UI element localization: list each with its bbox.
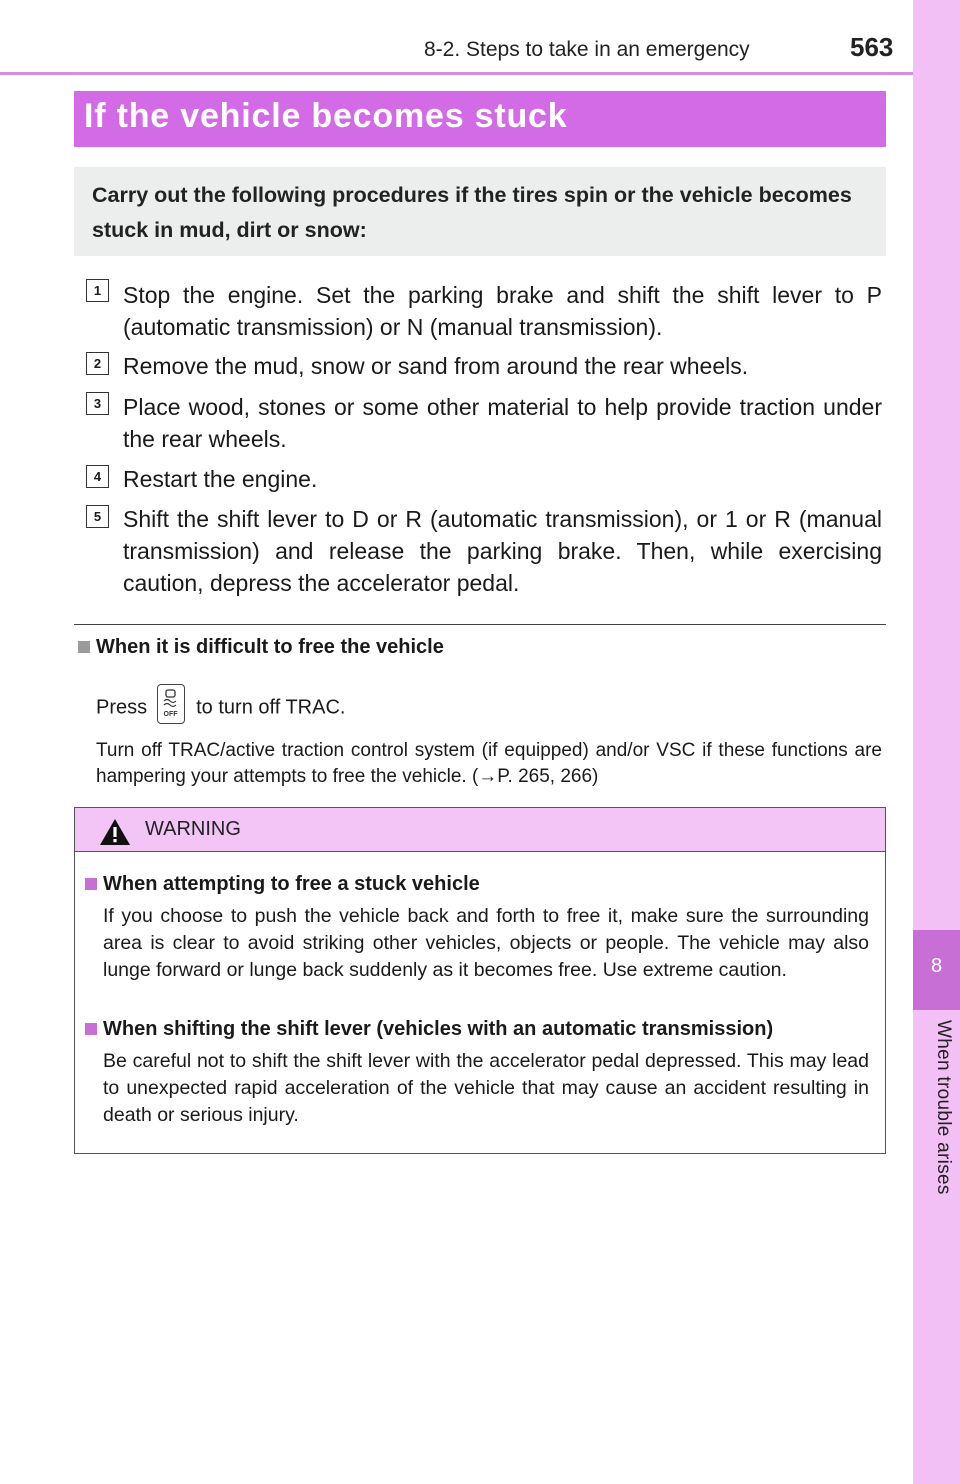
step-number-badge: 5 xyxy=(86,505,109,528)
page-number: 563 xyxy=(850,32,894,62)
note-heading xyxy=(78,636,444,659)
bullet-square-icon xyxy=(85,878,97,890)
chapter-number: 8 xyxy=(930,955,943,977)
warning-title: WARNING xyxy=(145,818,241,840)
warning-triangle-icon xyxy=(99,818,131,846)
chapter-side-tab xyxy=(913,0,960,1484)
warning-item-heading-text: When attempting to free a stuck vehicle xyxy=(103,873,480,895)
warning-box xyxy=(74,807,886,1154)
trac-off-switch-icon xyxy=(157,684,185,724)
step-text: Restart the engine. xyxy=(123,466,318,492)
section-title: 8-2. Steps to take in an emergency xyxy=(424,38,750,61)
warning-item-heading-text: When shifting the shift lever (vehicles with an automatic transmission) xyxy=(103,1018,774,1040)
step-number-badge: 2 xyxy=(86,352,109,375)
note-body: Turn off TRAC/active traction control system (if equipped) and/or VSC if these functions are hampering your attempts to free the vehicle. (→P. 265, 266) xyxy=(96,740,882,787)
step-text: Stop the engine. Set the parking brake and shift the shift lever to P (automatic transmission) or N (manual transmission). xyxy=(123,282,882,340)
svg-text:OFF: OFF xyxy=(163,711,178,718)
chapter-label: When trouble arises xyxy=(933,1020,954,1195)
section-divider xyxy=(74,624,886,625)
intro-box: Carry out the following procedures if the tires spin or the vehicle becomes stuck in mud, dirt or snow: xyxy=(74,167,886,256)
step-text: Shift the shift lever to D or R (automatic transmission), or 1 or R (manual transmission) and release the parking brake. Then, while exercising caution, depress the accelerator pedal. xyxy=(123,506,882,596)
step-text: Remove the mud, snow or sand from around the rear wheels. xyxy=(123,353,749,379)
step-number-badge: 1 xyxy=(86,279,109,302)
step-text: Place wood, stones or some other material to help provide traction under the rear wheels. xyxy=(123,394,882,452)
step-number-badge: 4 xyxy=(86,465,109,488)
bullet-square-icon xyxy=(78,641,90,653)
header-divider xyxy=(0,72,914,75)
step-number-badge: 3 xyxy=(86,392,109,415)
warning-item-body: If you choose to push the vehicle back and forth to free it, make sure the surrounding area is clear to avoid striking other vehicles, objects or people. The vehicle may also lunge forward or lunge back suddenly as it becomes free. Use extreme caution. xyxy=(103,905,869,981)
warning-item-body: Be careful not to shift the shift lever with the accelerator pedal depressed. This may lead to unexpected rapid acceleration of the vehicle that may cause an accident resulting in death or serious injury. xyxy=(103,1050,869,1126)
press-instruction xyxy=(96,688,345,728)
warning-item-heading xyxy=(85,873,480,896)
warning-header xyxy=(75,808,885,852)
press-after-text: to turn off TRAC. xyxy=(196,696,346,719)
page-title: If the vehicle becomes stuck xyxy=(74,91,886,147)
press-before-text: Press xyxy=(96,696,148,719)
note-heading-text: When it is difficult to free the vehicle xyxy=(96,636,444,658)
warning-item-heading xyxy=(85,1018,773,1041)
bullet-square-icon xyxy=(85,1023,97,1035)
